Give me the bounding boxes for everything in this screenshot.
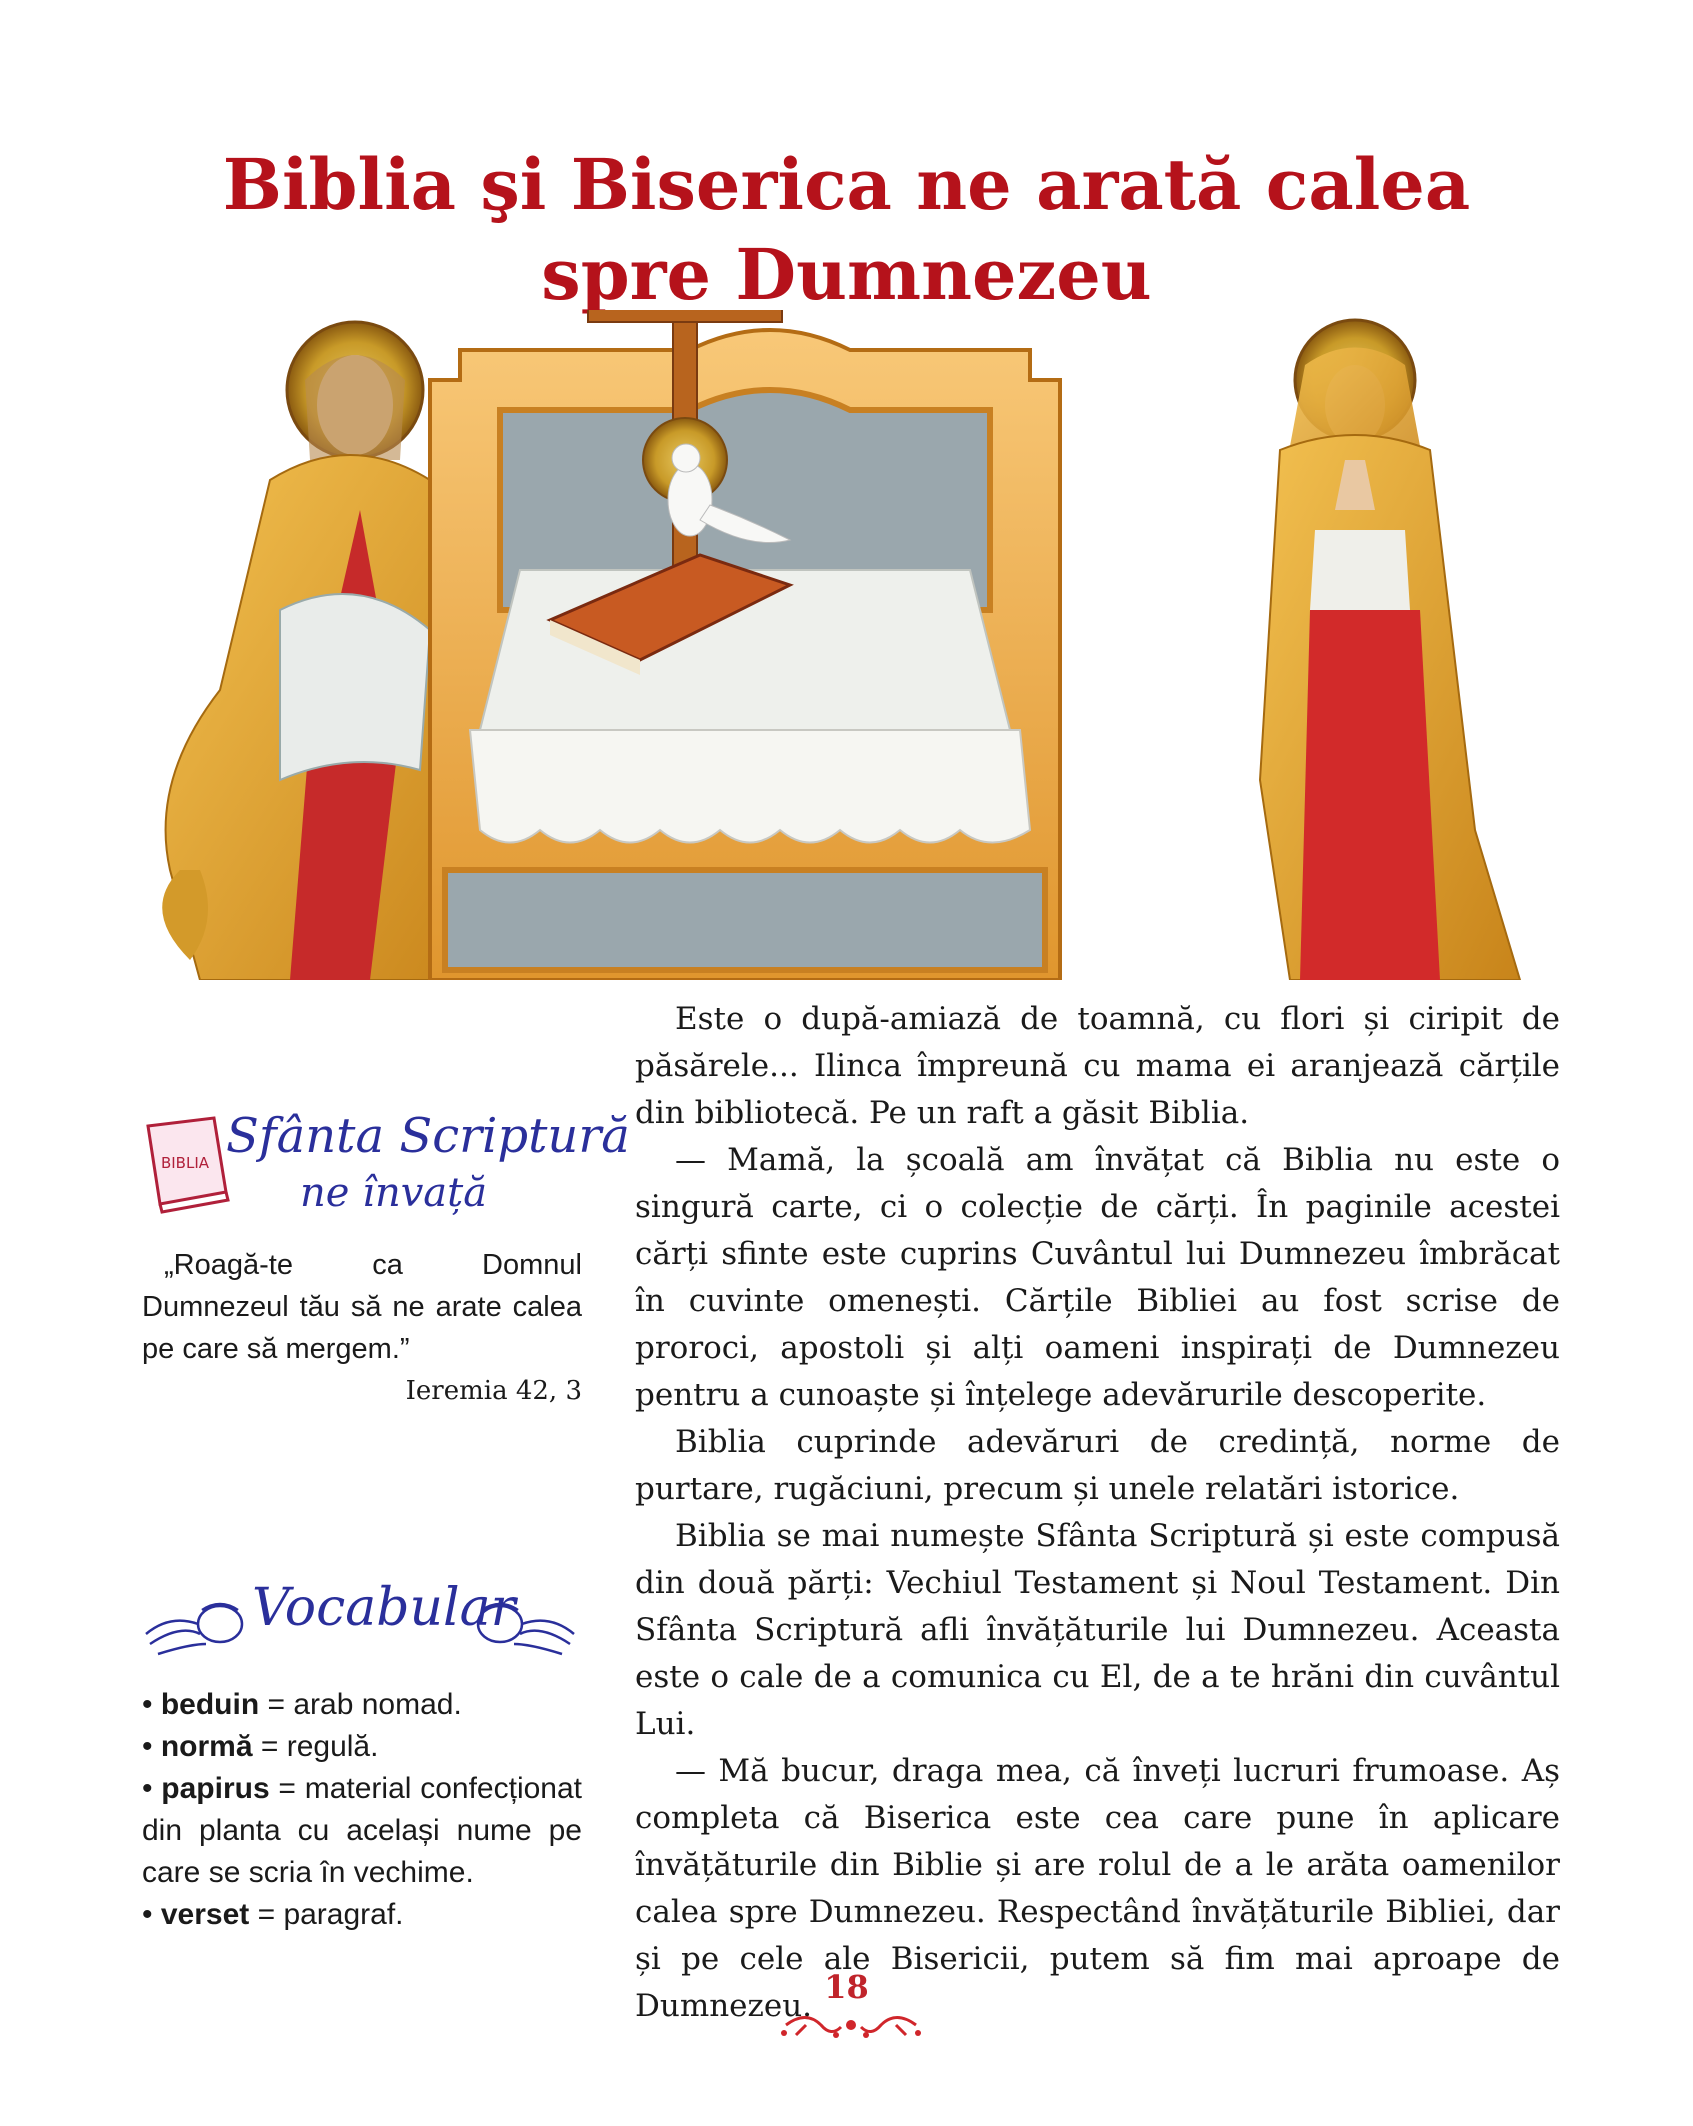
story-paragraph: Biblia cuprinde adevăruri de credință, norme de purtare, rugăciuni, precum și unele relatări istorice. xyxy=(635,1424,1560,1507)
page-number: 18 xyxy=(824,1968,869,2006)
vocabulary-header xyxy=(140,1570,580,1670)
story-paragraph: Este o după-amiază de toamnă, cu flori și ciripit de păsărele... Ilinca împreună cu mama ei aranjează cărțile din bibliotecă. Pe un raft a găsit Biblia. xyxy=(635,1001,1560,1131)
vocabulary-heading: Vocabular xyxy=(252,1578,516,1638)
vocabulary-item: • normă = regulă. xyxy=(142,1730,379,1763)
vocabulary-item: • beduin = arab nomad. xyxy=(142,1688,462,1721)
vocabulary-item: • verset = paragraf. xyxy=(142,1898,404,1931)
title-line-2: spre Dumnezeu xyxy=(541,233,1152,316)
altar-illustration xyxy=(130,310,1570,980)
book-label: BIBLIA xyxy=(160,1154,210,1172)
story-paragraph: — Mamă, la școală am învățat că Biblia nu este o singură carte, ci o colecție de cărți. În paginile acestei cărți sfinte este cuprins Cuvântul lui Dumnezeu îmbrăcat în cuvinte omenești. Cărțile Bibliei au fost scrise de proroci, apostoli și alți oameni inspirați de Dumnezeu pentru a cunoaște și înțelege adevărurile descoperite. xyxy=(635,1142,1560,1413)
right-saint-figure xyxy=(1260,320,1520,980)
vocabulary-definition: = arab nomad. xyxy=(259,1688,462,1721)
vocabulary-term: verset xyxy=(160,1898,250,1931)
vocabulary-list xyxy=(142,1684,582,1936)
floral-ornament-icon xyxy=(776,2005,926,2045)
vocabulary-item: • papirus = material confecționat din planta cu același nume pe care se scria în vechime. xyxy=(142,1772,582,1889)
story-text xyxy=(635,996,1560,2030)
title-line-1: Biblia şi Biserica ne arată calea xyxy=(222,143,1471,226)
vocabulary-term: papirus xyxy=(161,1772,270,1805)
vocabulary-definition: = regulă. xyxy=(252,1730,379,1763)
story-paragraph: — Mă bucur, draga mea, că înveți lucruri frumoase. Aș completa că Biserica este cea care pune în aplicare învățăturile din Biblie și are rolul de a le arăta oamenilor calea spre Dumnezeu. Respectând învățăturile Bibliei, dar și pe cele ale Bisericii, putem să fim mai aproape de Dumnezeu. xyxy=(635,1753,1560,2024)
vocabulary-term: normă xyxy=(160,1730,253,1763)
altar xyxy=(430,330,1060,980)
story-paragraph: Biblia se mai numește Sfânta Scriptură și este compusă din două părți: Vechiul Testament și Noul Testament. Din Sfânta Scriptură afli învățăturile lui Dumnezeu. Aceasta este o cale de a comunica cu El, de a te hrăni din cuvântul Lui. xyxy=(635,1518,1560,1742)
vocabulary-definition: = material confecționat din planta cu același nume pe care se scria în vechime. xyxy=(142,1772,582,1889)
scripture-quote: „Roagă-te ca Domnul Dumnezeul tău să ne arate calea pe care să mergem.” xyxy=(142,1249,582,1365)
scripture-reference: Ieremia 42, 3 xyxy=(405,1376,582,1406)
scripture-heading-line-2: ne învață xyxy=(300,1170,488,1216)
scripture-heading-line-1: Sfânta Scriptură xyxy=(226,1108,630,1164)
vocabulary-term: beduin xyxy=(160,1688,260,1721)
book-icon xyxy=(140,1112,232,1217)
page-title xyxy=(0,140,1693,320)
scripture-box-header xyxy=(140,1106,630,1226)
vocabulary-definition: = paragraf. xyxy=(249,1898,404,1931)
